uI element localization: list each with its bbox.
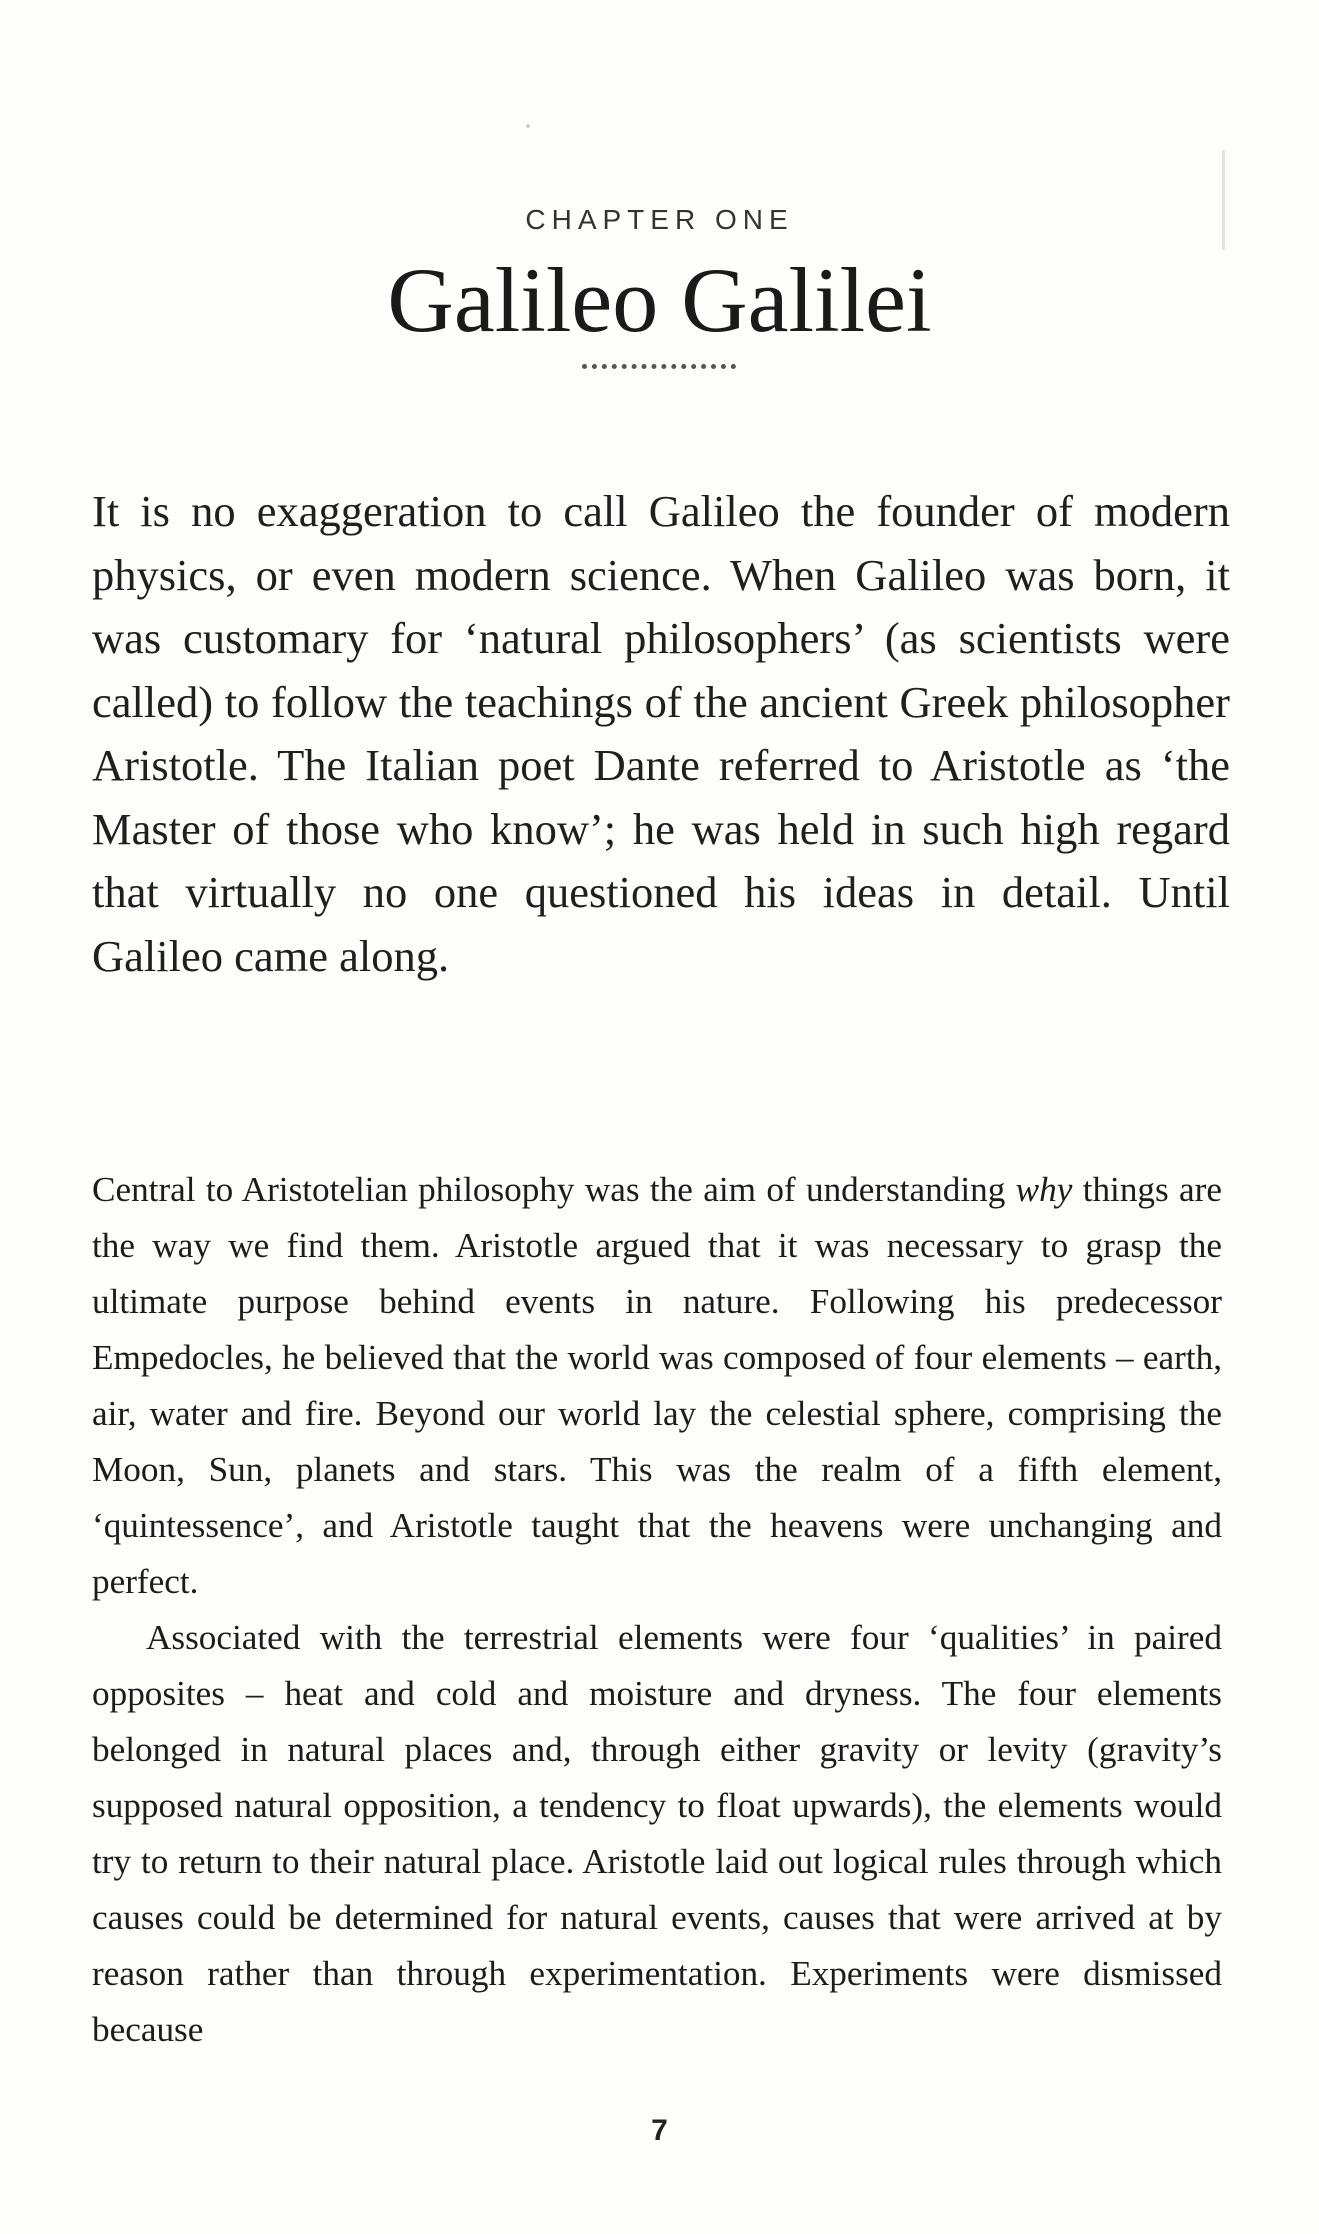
intro-paragraph: It is no exaggeration to call Galileo the founder of modern physics, or even modern science. When Galileo was born, it was customary for ‘natural philosophers’ (as scientists were called) to follow the teachings of the ancient Greek philosopher Aristotle. The Italian poet Dante referred to Aristotle as ‘the Master of those who know’; he was held in such high regard that virtually no one questioned his ideas in detail. Until Galileo came along. <box>92 486 1230 981</box>
dotted-ornament <box>582 364 736 375</box>
paragraph-text: Central to Aristotelian philosophy was the aim of understanding <box>92 1170 1016 1209</box>
paragraph-text: things are the way we find them. Aristotle argued that it was necessary to grasp the ultimate purpose behind events in nature. Following his predecessor Empedocles, he believed that the world was composed of four elements – earth, air, water and fire. Beyond our world lay the celestial sphere, comprising the Moon, Sun, planets and stars. This was the realm of a fifth element, ‘quintessence’, and Aristotle taught that the heavens were unchanging and perfect. <box>92 1170 1223 1601</box>
body-paragraph-1 <box>92 1162 1222 1610</box>
emphasis-text: why <box>1015 1170 1073 1209</box>
page-number: 7 <box>651 2114 668 2147</box>
chapter-label: CHAPTER ONE <box>525 204 794 235</box>
body-paragraph-2: Associated with the terrestrial elements were four ‘qualities’ in paired opposites – heat and cold and moisture and dryness. The four elements belonged in natural places and, through either gravity or levity (gravity’s supposed natural opposition, a tendency to float upwards), the elements would try to return to their natural place. Aristotle laid out logical rules through which causes could be determined for natural events, causes that were arrived at by reason rather than through experimentation. Experiments were dismissed because <box>92 1618 1222 2049</box>
scan-speck <box>526 124 530 128</box>
chapter-title: Galileo Galilei <box>387 249 932 351</box>
